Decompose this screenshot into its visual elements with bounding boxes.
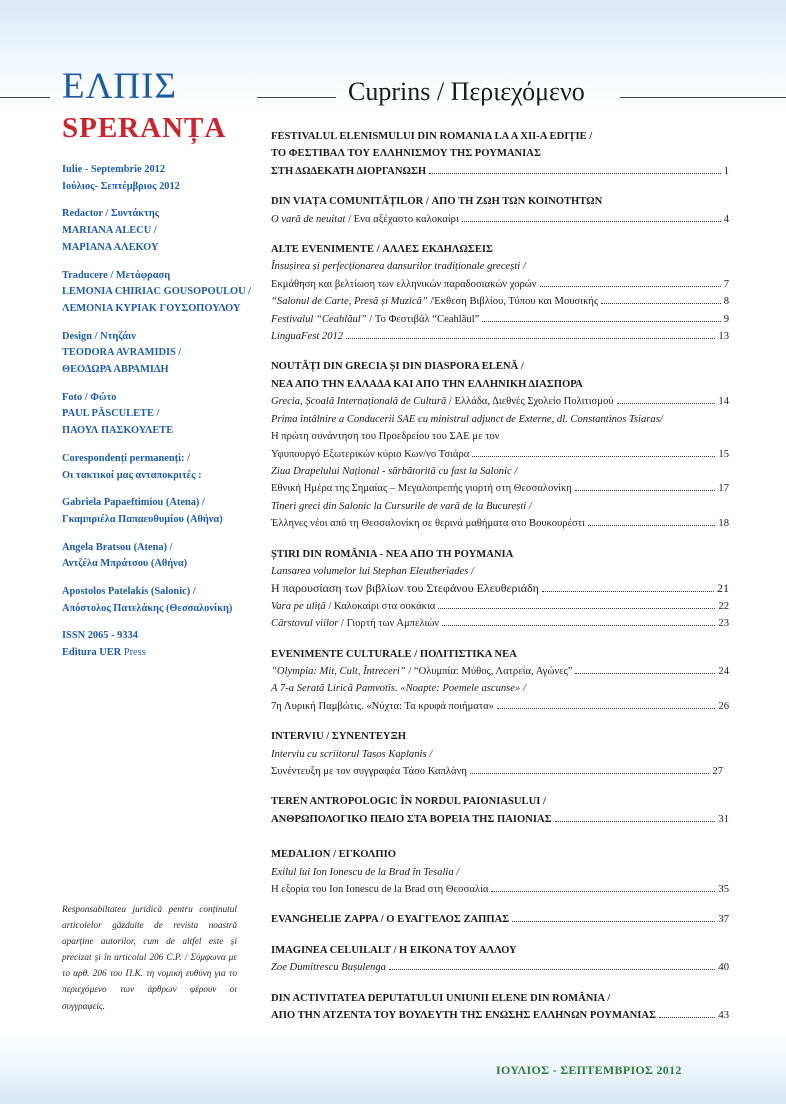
section-heading: NOUTĂȚI DIN GRECIA ȘI DIN DIASPORA ELENĂ / — [271, 361, 524, 373]
page-number: 40 — [718, 962, 729, 974]
design-name-ro: TEODORA AVRAMIDIS / — [62, 347, 182, 359]
entry-title-gr: Η εξορία του Ion Ionescu de la Brad στη Θεσσαλία — [271, 884, 489, 896]
issue-gr: Ιούλιος- Σεπτέμβριος 2012 — [62, 180, 180, 192]
toc-section-interview — [271, 728, 729, 780]
section-heading: ALTE EVENIMENTE / ΑΛΛΕΣ ΕΚΔΗΛΩΣΕΙΣ — [271, 244, 493, 256]
dot-leader — [472, 449, 715, 457]
toc-section-greece-news — [271, 358, 729, 532]
dot-leader — [555, 814, 716, 822]
toc-entry[interactable] — [271, 615, 729, 632]
correspondent-1 — [62, 495, 252, 528]
toc-entry[interactable] — [271, 480, 729, 497]
toc-section-community — [271, 193, 729, 228]
toc-section-image-other — [271, 942, 729, 977]
editor-label: Redactor / Συντάκτης — [62, 208, 160, 220]
page-number: 37 — [718, 914, 729, 926]
correspondents-block — [62, 451, 252, 484]
section-heading: EVENIMENTE CULTURALE / ΠΟΛΙΤΙΣΤΙΚΑ ΝΕΑ — [271, 648, 517, 660]
entry-title-gr: /Έκθεση Βιβλίου, Τύπου και Μουσικής — [427, 296, 599, 308]
editor-name-gr: ΜΑΡΙΑΝΑ ΑΛΕΚΟΥ — [62, 241, 159, 253]
entry-title-ro: Grecia, Școală Internațională de Cultură — [271, 396, 447, 408]
entry-title-gr: / Ενα αξέχαστο καλοκαίρι — [345, 213, 459, 225]
dot-leader — [462, 214, 721, 222]
page-number: 26 — [718, 700, 729, 712]
issue-ro: Iulie - Septembrie 2012 — [62, 164, 166, 175]
dot-leader — [389, 962, 715, 970]
issue-block — [62, 162, 252, 195]
entry-title-gr: / Καλοκαίρι στα σοκάκια — [325, 600, 436, 612]
page-number: 35 — [718, 884, 729, 896]
dot-leader — [497, 701, 715, 709]
dot-leader — [491, 884, 715, 892]
toc-section-medallion — [271, 846, 729, 898]
toc-section-zappa — [271, 911, 729, 928]
entry-title — [271, 293, 598, 310]
table-of-contents — [271, 128, 729, 1037]
section-heading: ΣΤΗ ΔΩΔΕΚΑΤΗ ΔΙΟΡΓΑΝΩΣΗ — [271, 165, 427, 177]
page-number: 18 — [718, 518, 729, 530]
page-number: 7 — [723, 278, 729, 290]
page-number: 23 — [718, 618, 729, 630]
entry-title-gr: / Ελλάδα, Διεθνές Σχολείο Πολιτισμού — [446, 396, 614, 408]
entry-title — [271, 663, 572, 680]
toc-entry[interactable] — [271, 276, 729, 293]
correspondents-label-ro: Corespondenți permanenți: / — [62, 452, 190, 464]
toc-entry[interactable] — [271, 580, 729, 597]
toc-entry[interactable] — [271, 515, 729, 532]
toc-entry[interactable] — [271, 763, 729, 780]
section-heading: ΑΠΟ ΤΗΝ ΑΤΖΕΝΤΑ ΤΟΥ ΒΟΥΛΕΥΤΗ ΤΗΣ ΕΝΩΣΗΣ ΕΛΛΗΝΩΝ ΡΟΥΜΑΝΙΑΣ — [271, 1010, 656, 1022]
decorative-rule-left — [0, 97, 50, 98]
section-heading: MEDALION / ΕΓΚΟΛΠΙΟ — [271, 849, 396, 861]
entry-title-gr: / “Ολυμπία: Μύθος, Λατρεία, Αγώνες” — [405, 665, 573, 677]
section-heading: ȘTIRI DIN ROMÂNIA - ΝΕΑ ΑΠΟ ΤΗ ΡΟΥΜΑΝΙΑ — [271, 548, 514, 560]
entry-title-ro: Lansarea volumelor lui Stephan Eleutheriades / — [271, 565, 474, 577]
entry-title-ro: Ziua Drapelului Național - sărbătorită cu fast la Salonic / — [271, 465, 518, 477]
editor-name-ro: MARIANA ALECU / — [62, 225, 157, 237]
entry-title-gr: Η παρουσίαση των βιβλίων του Στεφάνου Ελευθεριάδη — [271, 581, 539, 596]
entry-title-gr: Έλληνες νέοι από τη Θεσσαλονίκη σε θερινά μαθήματα στο Βουκουρέστι — [271, 518, 585, 530]
footer-issue-date: ΙΟΥΛΙΟΣ - ΣΕΠΤΕΜΒΡΙΟΣ 2012 — [496, 1063, 682, 1077]
toc-entry[interactable] — [271, 446, 729, 463]
toc-section-cultural-events — [271, 646, 729, 716]
entry-title-ro: Cârstovul viilor — [271, 618, 339, 630]
dot-leader — [588, 518, 716, 526]
correspondent-2-gr: Αντζέλα Μπράτσου (Αθήνα) — [62, 558, 188, 570]
entry-title-gr: 7η Λυρική Παμβώτις. «Νύχτα: Τα κρυφά ποιήματα» — [271, 700, 494, 712]
correspondent-1-ro: Gabriela Papaeftimiou (Atena) / — [62, 497, 205, 509]
toc-entry[interactable] — [271, 1007, 729, 1024]
section-heading: EVANGHELIE ZAPPA / Ο ΕΥΑΓΓΕΛΟΣ ΖΑΠΠΑΣ — [271, 914, 510, 926]
toc-entry[interactable] — [271, 211, 729, 228]
editor-block — [62, 206, 252, 256]
toc-entry[interactable] — [271, 663, 729, 680]
toc-entry[interactable] — [271, 293, 729, 310]
toc-entry[interactable] — [271, 328, 729, 345]
dot-leader — [429, 166, 721, 174]
correspondent-3-gr: Απόστολος Πατελάκης (Θεσσαλονίκη) — [62, 602, 233, 614]
section-heading: DIN VIAȚA COMUNITĂȚILOR / ΑΠΟ ΤΗ ΖΩΗ ΤΩΝ ΚΟΙΝΟΤΗΤΩΝ — [271, 196, 603, 208]
decorative-rule-right — [620, 97, 786, 98]
correspondent-1-gr: Γκαμπριέλα Παπαευθυμίου (Αθήνα) — [62, 513, 223, 525]
toc-entry[interactable] — [271, 311, 729, 328]
dot-leader — [601, 296, 721, 304]
page-number: 22 — [718, 600, 729, 612]
toc-section-festival — [271, 128, 729, 180]
section-heading: ΝΕΑ ΑΠΟ ΤΗΝ ΕΛΛΑΔΑ ΚΑΙ ΑΠΟ ΤΗΝ ΕΛΛΗΝΙΚΗ ΔΙΑΣΠΟΡΑ — [271, 378, 583, 390]
entry-title — [271, 615, 439, 632]
entry-title-gr: Συνέντευξη με τον συγγραφέα Τάσο Καπλάνη — [271, 766, 467, 777]
page-number: 4 — [723, 213, 729, 225]
entry-title-gr: Η πρώτη συνάντηση του Προεδρείου του ΣΑΕ με τον — [271, 431, 500, 443]
entry-title-ro: Vara pe uliță — [271, 600, 326, 612]
photo-name-ro: PAUL PĂSCULETE / — [62, 408, 160, 420]
legal-disclaimer: Responsabiltatea juridică pentru conținutul articolelor găzduite de revista noastră aparține autorilor, cum de altfel este și precizat și în articolul 206 C.P. / Σύμφωνα με το αρθ. 206 του Π.Κ. τη νομική ευθύνη για το περιεχόμενο των άρθρων φέρουν οι συγγραφείς. — [62, 905, 237, 1012]
dot-leader — [542, 583, 714, 592]
translation-block — [62, 268, 252, 318]
publisher-name: Editura UER — [62, 647, 122, 659]
dot-leader — [575, 483, 716, 491]
toc-entry[interactable] — [271, 698, 729, 715]
entry-title — [271, 598, 435, 615]
photo-block — [62, 390, 252, 440]
publication-info — [62, 628, 252, 661]
entry-title-ro: Tineri greci din Salonic la Cursurile de vară de la București / — [271, 500, 532, 512]
masthead-romanian: SPERANȚA — [62, 112, 227, 144]
page-number: 17 — [718, 483, 729, 495]
toc-section-deputy — [271, 990, 729, 1025]
dot-leader — [482, 314, 720, 322]
dot-leader — [442, 618, 715, 626]
toc-entry[interactable] — [271, 959, 729, 976]
page-number: 21 — [717, 581, 729, 596]
correspondent-2 — [62, 540, 252, 573]
toc-section-anthropology — [271, 793, 729, 828]
dot-leader — [346, 331, 715, 339]
entry-title-ro: O vară de neuitat — [271, 213, 346, 225]
entry-title-ro: LinguaFest 2012 — [271, 331, 344, 343]
toc-entry[interactable] — [271, 163, 729, 180]
entry-title-gr: Υφυπουργό Εξωτερικών κύριο Κων/νο Τσιάρα — [271, 448, 470, 460]
dot-leader — [512, 915, 715, 923]
page-number: 9 — [723, 313, 729, 325]
page-number: 8 — [723, 296, 729, 308]
page-number: 43 — [718, 1010, 729, 1022]
masthead-greek: ΕΛΠΙΣ — [62, 66, 178, 107]
entry-title-ro: Însușirea și perfecționarea dansurilor tradiționale grecești / — [271, 261, 526, 273]
entry-title-ro: ”Olympia: Mit, Cult, Întreceri” — [271, 665, 406, 677]
entry-title-ro: “Salonul de Carte, Presă și Muzică” — [271, 296, 428, 308]
photo-label: Foto / Φώτο — [62, 391, 117, 403]
toc-title: Cuprins / Περιεχόμενο — [348, 77, 585, 106]
translation-label: Traducere / Μετάφραση — [62, 269, 171, 281]
entry-title — [271, 211, 459, 228]
section-heading: ΑΝΘΡΩΠΟΛΟΓΙΚΟ ΠΕΔΙΟ ΣΤΑ ΒΟΡΕΙΑ ΤΗΣ ΠΑΙΟΝΙΑΣ — [271, 813, 552, 825]
dot-leader — [438, 601, 715, 609]
section-heading: DIN ACTIVITATEA DEPUTATULUI UNIUNII ELENE DIN ROMÂNIA / — [271, 992, 611, 1004]
issn: ISSN 2065 - 9334 — [62, 630, 138, 642]
dot-leader — [575, 666, 715, 674]
dot-leader — [470, 766, 709, 774]
page-number: 27 — [712, 766, 723, 777]
publisher-press: Press — [123, 647, 146, 659]
section-heading: ΤΟ ΦΕΣΤΙΒΑΛ ΤΟΥ ΕΛΛΗΝΙΣΜΟΥ ΤΗΣ ΡΟΥΜΑΝΙΑΣ — [271, 148, 541, 160]
page-number: 1 — [723, 165, 729, 177]
entry-title-ro: A 7-a Serată Lirică Pamvotis. «Noapte: Poemele ascunse» / — [271, 683, 526, 695]
design-block — [62, 329, 252, 379]
page-number: 24 — [718, 665, 729, 677]
dot-leader — [540, 279, 721, 287]
entry-title-ro: Festivalul “Ceahlăul” — [271, 313, 367, 325]
page-number: 31 — [718, 813, 729, 825]
photo-name-gr: ΠΑΟΥΛ ΠΑΣΚΟΥΛΕΤΕ — [62, 425, 174, 437]
toc-entry[interactable] — [271, 598, 729, 615]
correspondent-3-ro: Apostolos Patelakis (Salonic) / — [62, 586, 196, 598]
correspondents-label-gr: Οι τακτικοί μας ανταποκριτές : — [62, 469, 202, 481]
entry-title — [271, 393, 614, 410]
publisher — [62, 645, 252, 662]
page-number: 15 — [718, 448, 729, 460]
section-heading: IMAGINEA CELUILALT / Η ΕΙΚΟΝΑ ΤΟΥ ΑΛΛΟΥ — [271, 944, 517, 956]
dot-leader — [617, 396, 716, 404]
entry-title-gr: / Το Φεστιβάλ “Ceahlăul” — [366, 313, 480, 325]
entry-title-ro: Exilul lui Ion Ionescu de la Brad în Tesalia / — [271, 866, 460, 878]
entry-title-ro: Prima întâlnire a Conducerii SAE cu ministrul adjunct de Externe, dl. Constantinos Tsiaras/ — [271, 413, 663, 425]
page-number: 13 — [718, 331, 729, 343]
correspondent-3 — [62, 584, 252, 617]
decorative-rule-mid — [257, 97, 336, 98]
correspondent-2-ro: Angela Bratsou (Atena) / — [62, 541, 173, 553]
entry-title — [271, 311, 479, 328]
section-heading: FESTIVALUL ELENISMULUI DIN ROMANIA LA A XII-A EDIȚIE / — [271, 131, 593, 142]
toc-entry[interactable] — [271, 911, 729, 928]
translation-name-ro: LEMONIA CHIRIAC GOUSOPOULOU / — [62, 286, 252, 298]
design-label: Design / Ντηζάιν — [62, 330, 136, 342]
dot-leader — [659, 1010, 715, 1018]
page-number: 14 — [718, 396, 729, 408]
toc-section-other-events — [271, 241, 729, 345]
section-heading: TEREN ANTROPOLOGIC ÎN NORDUL PAIONIASULUI / — [271, 796, 546, 808]
translation-name-gr: ΛΕΜΟΝΙΑ ΚΥΡΙΑΚ ΓΟΥΣΟΠΟΥΛΟΥ — [62, 302, 241, 314]
entry-title-ro: Zoe Dumitrescu Bușulenga — [271, 962, 386, 974]
toc-entry[interactable] — [271, 393, 729, 410]
colophon — [62, 162, 252, 673]
toc-section-romania-news — [271, 546, 729, 633]
section-heading: INTERVIU / ΣΥΝΕΝΤΕΥΞΗ — [271, 731, 406, 743]
entry-title-ro: Interviu cu scriitorul Tasos Kaplanis / — [271, 748, 433, 760]
entry-title-gr: Εκμάθηση και βελτίωση των ελληνικών παραδοσιακών χορών — [271, 278, 537, 290]
design-name-gr: ΘΕΟΔΩΡΑ ΑΒΡΑΜΙΔΗ — [62, 364, 169, 376]
toc-entry[interactable] — [271, 811, 729, 828]
entry-title-gr: / Γιορτή των Αμπελιών — [338, 618, 440, 630]
entry-title-gr: Εθνική Ημέρα της Σημαίας – Μεγαλοπρεπής γιορτή στη Θεσσαλονίκη — [271, 483, 572, 495]
toc-entry[interactable] — [271, 881, 729, 898]
